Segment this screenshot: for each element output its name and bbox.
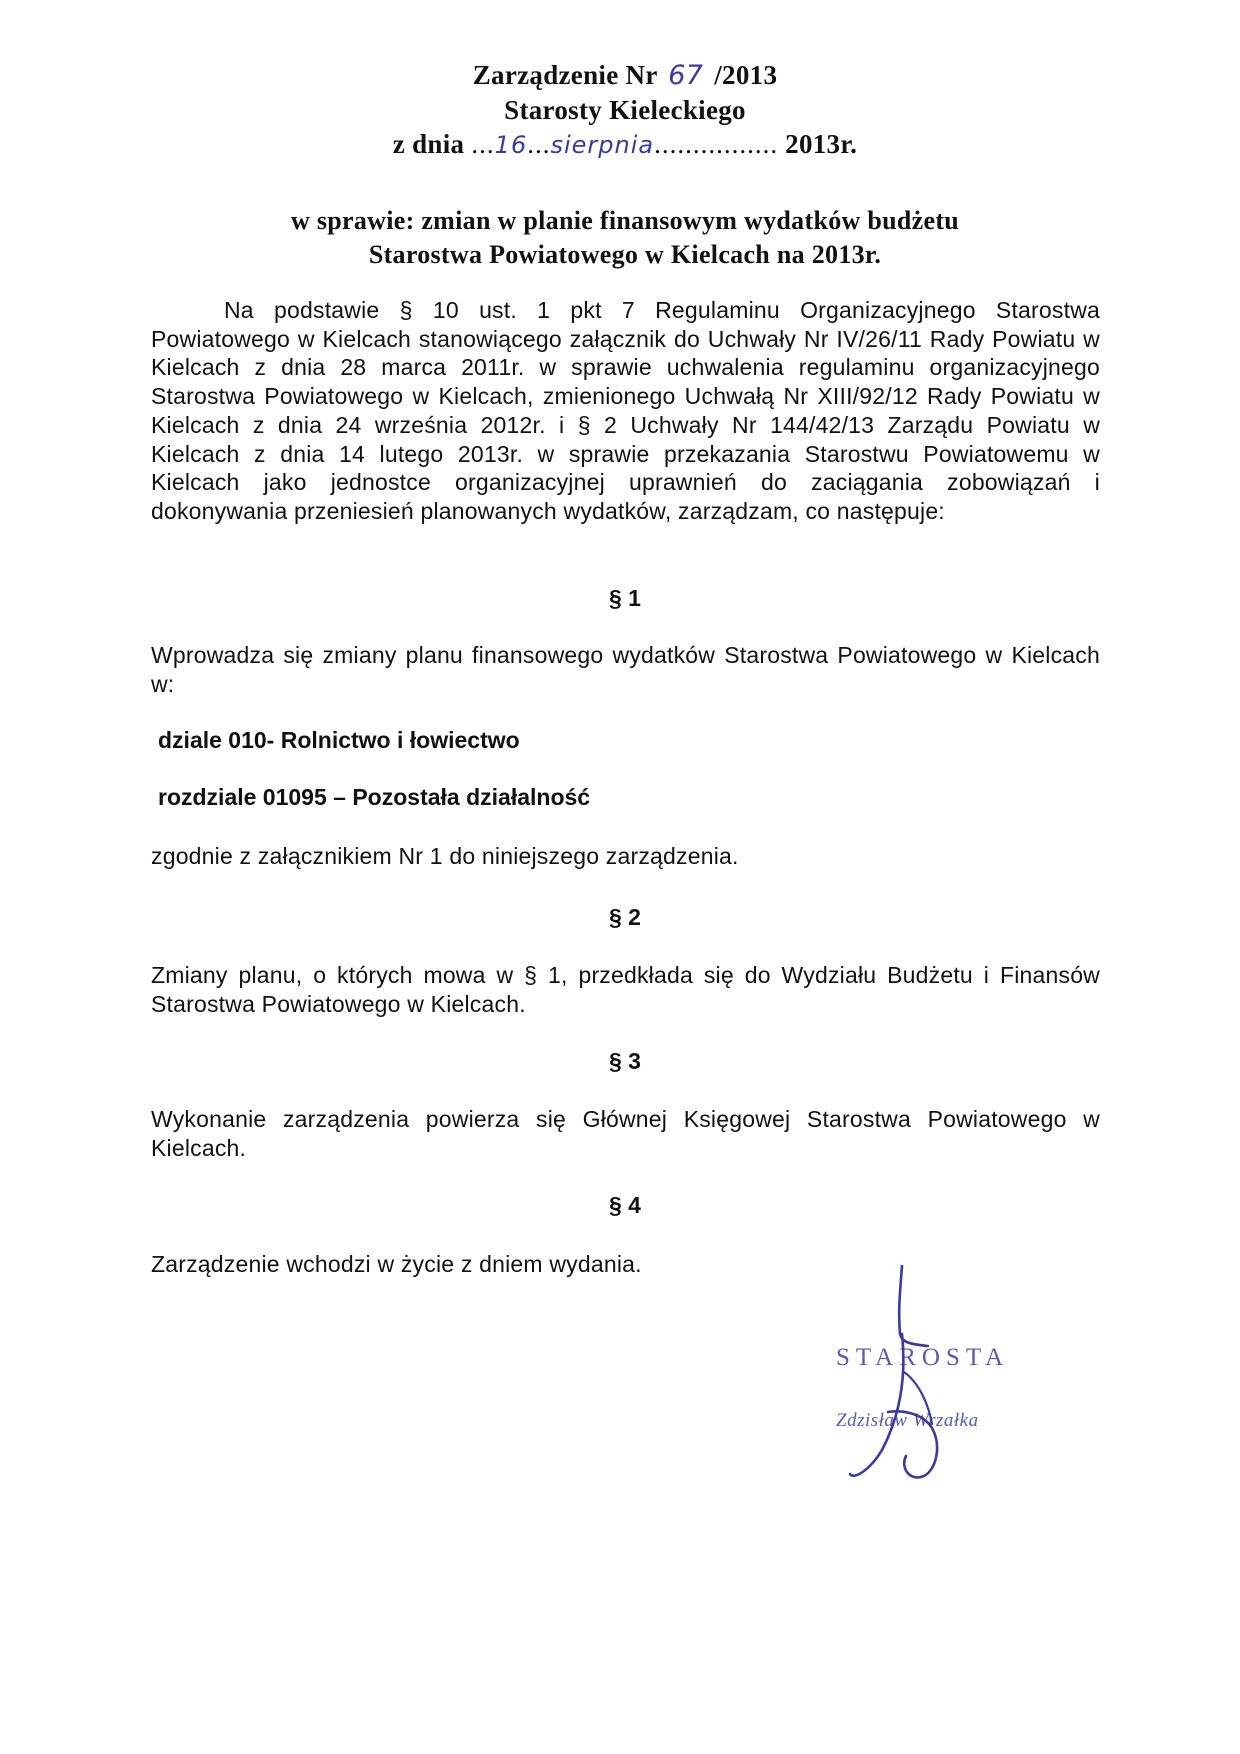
header-line-1 <box>0 58 1240 93</box>
header-line-2: Starosty Kieleckiego <box>504 95 746 125</box>
document-subject <box>0 204 1240 272</box>
subject-line-2: Starostwa Powiatowego w Kielcach na 2013r. <box>368 240 882 269</box>
date-year-suffix: 2013r. <box>785 129 858 159</box>
section-1-dzial: dziale 010- Rolnictwo i łowiectwo <box>158 727 520 753</box>
date-dots-before: ... <box>471 129 495 159</box>
section-3-sign: § 3 <box>609 1048 641 1074</box>
section-1-rozdzial: rozdziale 01095 – Pozostała działalność <box>158 784 591 810</box>
stamp-title: STAROSTA <box>836 1344 1010 1371</box>
header-title-prefix: Zarządzenie Nr <box>472 60 658 90</box>
section-3-text: Wykonanie zarządzenia powierza się Głównej Księgowej Starostwa Powiatowego w Kielcach. <box>151 1106 1100 1161</box>
section-2-text: Zmiany planu, o których mowa w § 1, przedkłada się do Wydziału Budżetu i Finansów Starostwa Powiatowego w Kielcach. <box>151 962 1100 1017</box>
handwritten-day: 16 <box>494 131 528 159</box>
header-year-suffix: /2013 <box>714 60 778 90</box>
subject-line-1: w sprawie: zmian w planie finansowym wydatków budżetu <box>290 206 960 235</box>
date-dots-after: ................ <box>654 129 779 159</box>
handwritten-signature <box>840 1262 1020 1492</box>
handwritten-number: 67 <box>668 60 704 91</box>
section-1-text: Wprowadza się zmiany planu finansowego wydatków Starostwa Powiatowego w Kielcach w: <box>151 642 1100 697</box>
header-line-3 <box>0 127 1240 162</box>
section-4-text: Zarządzenie wchodzi w życie z dniem wydania. <box>151 1251 642 1277</box>
section-2-sign: § 2 <box>609 904 641 930</box>
handwritten-month: sierpnia <box>550 131 655 159</box>
section-1-closing: zgodnie z załącznikiem Nr 1 do niniejszego zarządzenia. <box>151 843 739 869</box>
date-dots-mid: ... <box>527 129 551 159</box>
section-4-sign: § 4 <box>609 1192 641 1218</box>
document-header <box>0 58 1240 162</box>
date-prefix: z dnia <box>392 129 465 159</box>
stamp-name: Zdzisław Wrzałka <box>836 1410 979 1431</box>
preamble-paragraph: Na podstawie § 10 ust. 1 pkt 7 Regulaminu Organizacyjnego Starostwa Powiatowego w Kielcach stanowiącego załącznik do Uchwały Nr IV/26/11 Rady Powiatu w Kielcach z dnia 28 marca 2011r. w sprawie uchwalenia regulaminu organizacyjnego Starostwa Powiatowego w Kielcach, zmienionego Uchwałą Nr XIII/92/12 Rady Powiatu w Kielcach z dnia 24 września 2012r. i § 2 Uchwały Nr 144/42/13 Zarządu Powiatu w Kielcach z dnia 14 lutego 2013r. w sprawie przekazania Starostwu Powiatowemu w Kielcach jako jednostce organizacyjnej uprawnień do zaciągania zobowiązań i dokonywania przeniesień planowanych wydatków, zarządzam, co następuje: <box>151 297 1100 524</box>
section-1-sign: § 1 <box>609 585 641 611</box>
